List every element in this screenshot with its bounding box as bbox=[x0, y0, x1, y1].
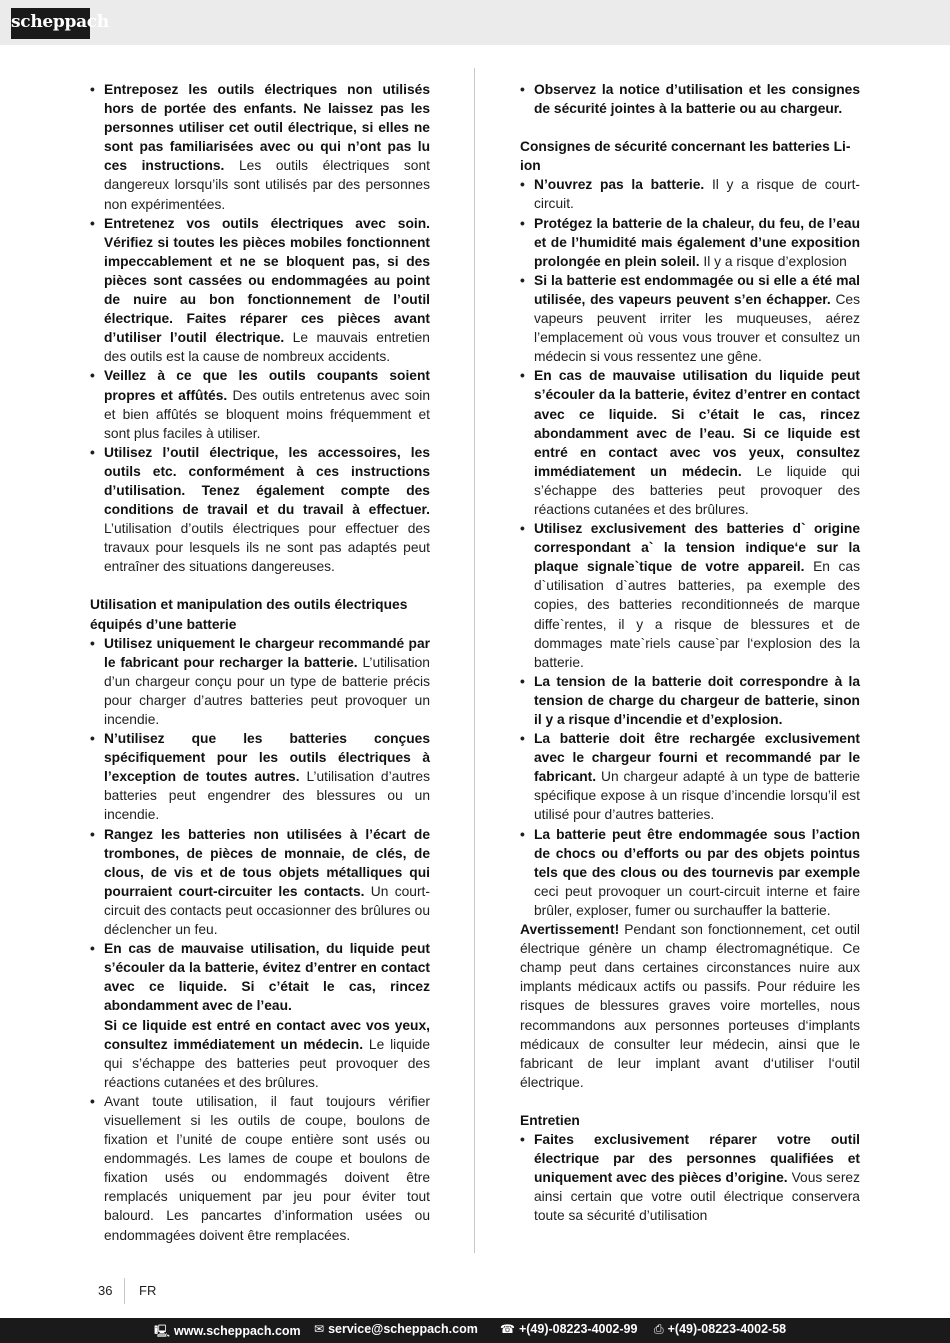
footer-contact-bar bbox=[0, 1318, 950, 1343]
body-text: ceci peut provoquer un court-circuit interne et faire brûler, exploser, fumer ou surchauffer la batterie. bbox=[534, 883, 860, 918]
bullet-item bbox=[520, 672, 860, 729]
bold-text: Utilisez exclusivement des batteries d` origine correspondant a` la tension indique‘e sur la plaque signale`tique de votre appareil. bbox=[534, 521, 860, 575]
bold-text: Entreposez les outils électriques non utilisés hors de portée des enfants. Ne laissez pas les personnes utiliser cet outil électrique, si elles ne sont pas familiarisées avec ou qui n’ont pas lu ces instructions. bbox=[104, 82, 430, 174]
bullet-item bbox=[520, 825, 860, 920]
bullet-item bbox=[520, 366, 860, 519]
paragraph bbox=[520, 920, 860, 1092]
bullet-item bbox=[520, 214, 860, 271]
bullet-item bbox=[520, 1130, 860, 1225]
page-number: 36 bbox=[98, 1283, 113, 1298]
right-column bbox=[520, 80, 860, 1225]
bold-text: Observez la notice d’utilisation et les consignes de sécurité jointes à la batterie ou au chargeur. bbox=[534, 82, 860, 117]
fax-text: +(49)-08223-4002-58 bbox=[667, 1322, 787, 1336]
body-text: L’utilisation d’autres batteries peut engendrer des blessures ou un incendie. bbox=[104, 769, 430, 823]
body-text: Avant toute utilisation, il faut toujours vérifier visuellement si les outils de coupe, boulons de fixation et l’unité de coupe entière sont usés ou endommagés. Les lames de coupe et boulons de fixation usés ou endommagés doivent être remplacés uniquement par jeu pour éviter tout balourd. Les pancartes d’information usées ou endommagées doivent être remplacées. bbox=[104, 1093, 430, 1243]
bold-text: Si ce liquide est entré en contact avec vos yeux, consultez immédiatement un médecin. bbox=[104, 1017, 430, 1052]
scheppach-logo: scheppach bbox=[11, 8, 90, 39]
bold-text: En cas de mauvaise utilisation, du liquide peut s’écouler da la batterie, évitez d’entrer en contact avec ce liquide. Si c’était le cas, rincez abondamment avec de l’eau. bbox=[104, 941, 430, 1014]
body-text: Les outils électriques sont dangereux lorsqu’ils sont utilisés par des personnes non expérimentées. bbox=[104, 158, 430, 212]
bullet-item bbox=[90, 80, 430, 214]
email-text: service@scheppach.com bbox=[328, 1322, 478, 1336]
body-text: Un chargeur adapté à un type de batterie spécifique expose à un risque d’incendie lorsqu’il est utilisé pour d’autres batteries. bbox=[534, 769, 860, 823]
website-link[interactable] bbox=[154, 1322, 301, 1343]
body-text: Un court-circuit des contacts peut occasionner des brûlures ou déclencher un feu. bbox=[104, 883, 430, 938]
spacer bbox=[520, 1092, 860, 1111]
bullet-item bbox=[90, 825, 430, 940]
bullet-item bbox=[520, 519, 860, 672]
bullet-item bbox=[90, 214, 430, 367]
language-code: FR bbox=[139, 1283, 157, 1298]
bold-text: Veillez à ce que les outils coupants soient propres et affûtés. bbox=[104, 368, 430, 403]
bullet-item bbox=[520, 271, 860, 366]
fax-number bbox=[654, 1322, 786, 1337]
bold-text: Entretenez vos outils électriques avec soin. Vérifiez si toutes les pièces mobiles fonctionnent impeccablement et ne se bloquent pas, si des pièces sont cassées ou endommagées au point de nuire au bon fonctionnement de l’outil électrique. Faites réparer ces pièces avant d’utiliser l’outil électrique. bbox=[104, 215, 430, 346]
section-heading: Consignes de sécurité concernant les batteries Li-ion bbox=[520, 139, 851, 174]
body-text: Le liquide qui s’échappe des batteries peut provoquer des réactions cutanées et des brûlures. bbox=[104, 1036, 431, 1090]
bold-text: Avertissement! bbox=[520, 922, 620, 938]
body-text: Vous serez ainsi certain que votre outil électrique conservera toute sa sécurité d’utilisation bbox=[534, 1170, 860, 1224]
bullet-item bbox=[90, 366, 430, 442]
bullet-continuation bbox=[90, 1016, 430, 1092]
spacer bbox=[90, 576, 430, 595]
body-text: L’utilisation d’outils électriques pour effectuer des travaux pour lesquels ils ne sont pas adaptés peut entraîner des situations dangereuses. bbox=[104, 521, 430, 575]
computer-icon: 🖳 bbox=[154, 1324, 171, 1338]
left-column bbox=[90, 80, 430, 1245]
bullet-item bbox=[520, 80, 860, 118]
body-text: Le mauvais entretien des outils est la cause de nombreux accidents. bbox=[104, 330, 430, 365]
section-heading: Entretien bbox=[520, 1112, 580, 1128]
body-text: Pendant son fonctionnement, cet outil électrique génère un champ électromagnétique. Ce champ peut dans certaines circonstances nuire aux implants médicaux actifs ou passifs. Pour réduire les risques de blessures graves voire mortelles, nous recommandons aux personnes porteuses d‘implants médicaux de consulter leur médecin, ainsi que le fabricant de leur implant avant d‘utiliser l‘outil électrique. bbox=[520, 922, 860, 1090]
fax-icon: ⎙ bbox=[654, 1322, 664, 1336]
body-text: Il y a risque de court-circuit. bbox=[534, 177, 860, 212]
bold-text: Faites exclusivement réparer votre outil électrique par des personnes qualifiées et uniquement avec des pièces d’origine. bbox=[534, 1131, 860, 1186]
bullet-item bbox=[90, 443, 430, 577]
bold-text: La tension de la batterie doit correspondre à la tension de charge du chargeur de batterie, sinon il y a risque d’incendie et d’explosion. bbox=[534, 673, 860, 727]
section-heading: Utilisation et manipulation des outils électriques équipés d’une batterie bbox=[90, 597, 408, 632]
bold-text: Utilisez uniquement le chargeur recommandé par le fabricant pour recharger la batterie. bbox=[104, 635, 430, 670]
bold-text: La batterie doit être rechargée exclusivement avec le chargeur fourni et recommandé par le fabricant. bbox=[534, 731, 860, 785]
body-text: Le liquide qui s’échappe des batteries peut provoquer des réactions cutanées et des brûlures. bbox=[534, 463, 860, 517]
bold-text: En cas de mauvaise utilisation du liquide peut s’écouler da la batterie, évitez d’entrer en contact avec ce liquide. Si c’était le cas, rincez abondamment avec de l’eau. Si ce liquide est entré en contact avec vos yeux, consultez immédiatement un médecin. bbox=[534, 368, 860, 479]
bold-text: Si la batterie est endommagée ou si elle a été mal utilisée, des vapeurs peuvent s’en échapper. bbox=[534, 272, 860, 307]
bullet-item bbox=[520, 729, 860, 824]
bullet-item bbox=[90, 939, 430, 1015]
footer-separator bbox=[124, 1278, 125, 1304]
phone-icon: ☎ bbox=[500, 1322, 515, 1336]
bold-text: La batterie peut être endommagée sous l’action de chocs ou d’efforts ou par des objets pointus tels que des clous ou des tournevis par exemple bbox=[534, 826, 860, 880]
bullet-item bbox=[90, 634, 430, 729]
bullet-item bbox=[90, 1092, 430, 1245]
body-text: Ces vapeurs peuvent irriter les muqueuses, aérez l’emplacement où vous vous trouver et consultez un médecin si vous ressentez une gêne. bbox=[534, 291, 860, 365]
bold-text: N’ouvrez pas la batterie. bbox=[534, 177, 705, 193]
header-bar bbox=[0, 0, 950, 45]
bold-text: Utilisez l’outil électrique, les accessoires, les outils etc. conformément à ces instructions d’utilisation. Tenez également compte des conditions de travail et du travail à effectuer. bbox=[104, 444, 430, 518]
email-link[interactable] bbox=[314, 1322, 478, 1336]
body-text: L’utilisation d’un chargeur conçu pour un type de batterie précis pour charger d’autres batteries peut provoquer un incendie. bbox=[104, 654, 430, 727]
body-text: En cas d`utilisation d`autres batteries, pa exemple des copies, des batteries reconditionneés de marque diffe`rentes, il y a risque de blessures et de dommages mate`riels cause`par l‘explosion des la batterie. bbox=[534, 559, 860, 670]
bold-text: Protégez la batterie de la chaleur, du feu, de l’eau et de l’humidité mais également d’une exposition prolongée en plein soleil. bbox=[534, 215, 860, 269]
body-text: Des outils entretenus avec soin et bien affûtés se bloquent moins fréquemment et sont plus faciles à utiliser. bbox=[104, 387, 430, 441]
spacer bbox=[520, 118, 860, 137]
bold-text: Rangez les batteries non utilisées à l’écart de trombones, de pièces de monnaie, de clés, de clous, de vis et de tous objets métalliques qui pourraient court-circuiter les contacts. bbox=[104, 826, 430, 899]
phone-number bbox=[500, 1322, 637, 1336]
phone-text: +(49)-08223-4002-99 bbox=[518, 1322, 638, 1336]
website-text: www.scheppach.com bbox=[174, 1324, 301, 1338]
bullet-item bbox=[520, 175, 860, 213]
mail-icon: ✉ bbox=[314, 1322, 325, 1336]
bullet-item bbox=[90, 729, 430, 824]
column-divider bbox=[474, 68, 475, 1253]
bold-text: N’utilisez que les batteries conçues spécifiquement pour les outils électriques à l’exception de toutes autres. bbox=[104, 731, 430, 785]
body-text: Il y a risque d’explosion bbox=[699, 253, 847, 269]
